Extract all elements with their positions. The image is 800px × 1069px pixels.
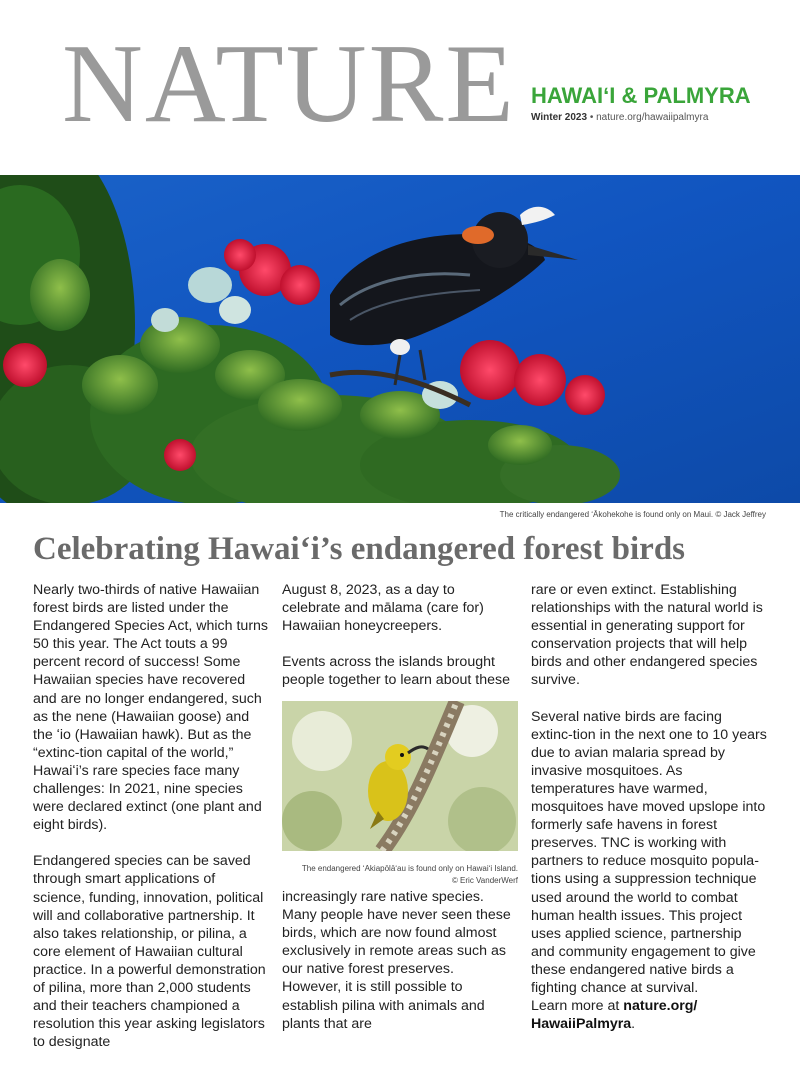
column-1 (33, 581, 271, 1069)
issue-line (531, 112, 708, 123)
article-headline: Celebrating Hawaiʻi’s endangered forest birds (33, 531, 686, 567)
hero-photo (0, 175, 800, 503)
issue-separator: • (587, 112, 597, 123)
brand-logo: NATURE (62, 22, 516, 146)
issue-season: Winter 2023 (531, 112, 588, 123)
paragraph: Nearly two-thirds of native Hawaiian forest birds are listed under the Endangered Species Act, which turns 50 this year. The Act touts a 99 percent record of success! Some Hawaiian species have recovered and are no longer endangered, such as the nene (Hawaiian goose) and the ʻio (Hawaiian hawk). But as the “extinc-tion capital of the world,” Hawaiʻi’s rare species face many challenges: In 2021, nine species were declared extinct (one plant and eight birds). (33, 582, 269, 834)
learn-more-link[interactable]: nature.org/ HawaiiPalmyra (531, 998, 698, 1033)
column-2-top (282, 581, 514, 707)
inset-caption-text: The endangered ʻAkiapōlāʻau is found only on Hawaiʻi Island. (301, 864, 518, 873)
paragraph: Several native birds are facing extinc-tion in the next one to 10 years due to avian malaria spread by invasive mosquitoes. As temperatures have warmed, mosquitoes have moved upslope into formerly safe havens in forest preserves. TNC is working with partners to reduce mosquito popula-tions using a suppression technique used around the world to combat human health issues. This project uses applied science, partnership and community engagement to give these endangered native birds a fighting chance at survival. (531, 708, 767, 996)
inset-photo (282, 701, 518, 851)
learn-more-suffix: . (631, 1016, 636, 1033)
foliage (0, 175, 620, 503)
hero-photo-illustration (0, 175, 800, 503)
paragraph: increasingly rare native species. Many people have never seen these birds, which are now found almost exclusively in remote areas such as our native forest preserves. However, it is still possible to establish pilina with animals and plants that are (282, 889, 511, 1032)
paragraph: Endangered species can be saved through smart applications of science, funding, innovation, political will and collaborative partnership. It also takes relationship, or pilina, a core element of Hawaiian cultural practice. In a powerful demonstration of pilina, more than 2,000 students and their teachers championed a resolution this year asking legislators to designate (33, 853, 266, 1051)
column-3 (531, 581, 767, 1033)
paragraph: Events across the islands brought people together to learn about these (282, 654, 510, 689)
hero-caption: The critically endangered ʻĀkohekohe is found only on Maui. © Jack Jeffrey (499, 510, 766, 519)
inset-photo-illustration (282, 701, 518, 851)
masthead (0, 0, 800, 175)
issue-url[interactable]: nature.org/hawaiipalmyra (596, 112, 709, 123)
inset-caption-credit: © Eric VanderWerf (451, 876, 518, 885)
inset-caption (282, 863, 518, 887)
paragraph: August 8, 2023, as a day to celebrate and mālama (care for) Hawaiian honeycreepers. (282, 582, 484, 635)
learn-more (531, 997, 767, 1033)
region-title: HAWAIʻI & PALMYRA (531, 83, 751, 108)
paragraph: rare or even extinct. Establishing relationships with the natural world is essential in generating support for conservation projects that will help birds and other endangered species survive. (531, 582, 763, 689)
learn-more-prefix: Learn more at (531, 998, 624, 1015)
column-2-bottom (282, 888, 514, 1051)
